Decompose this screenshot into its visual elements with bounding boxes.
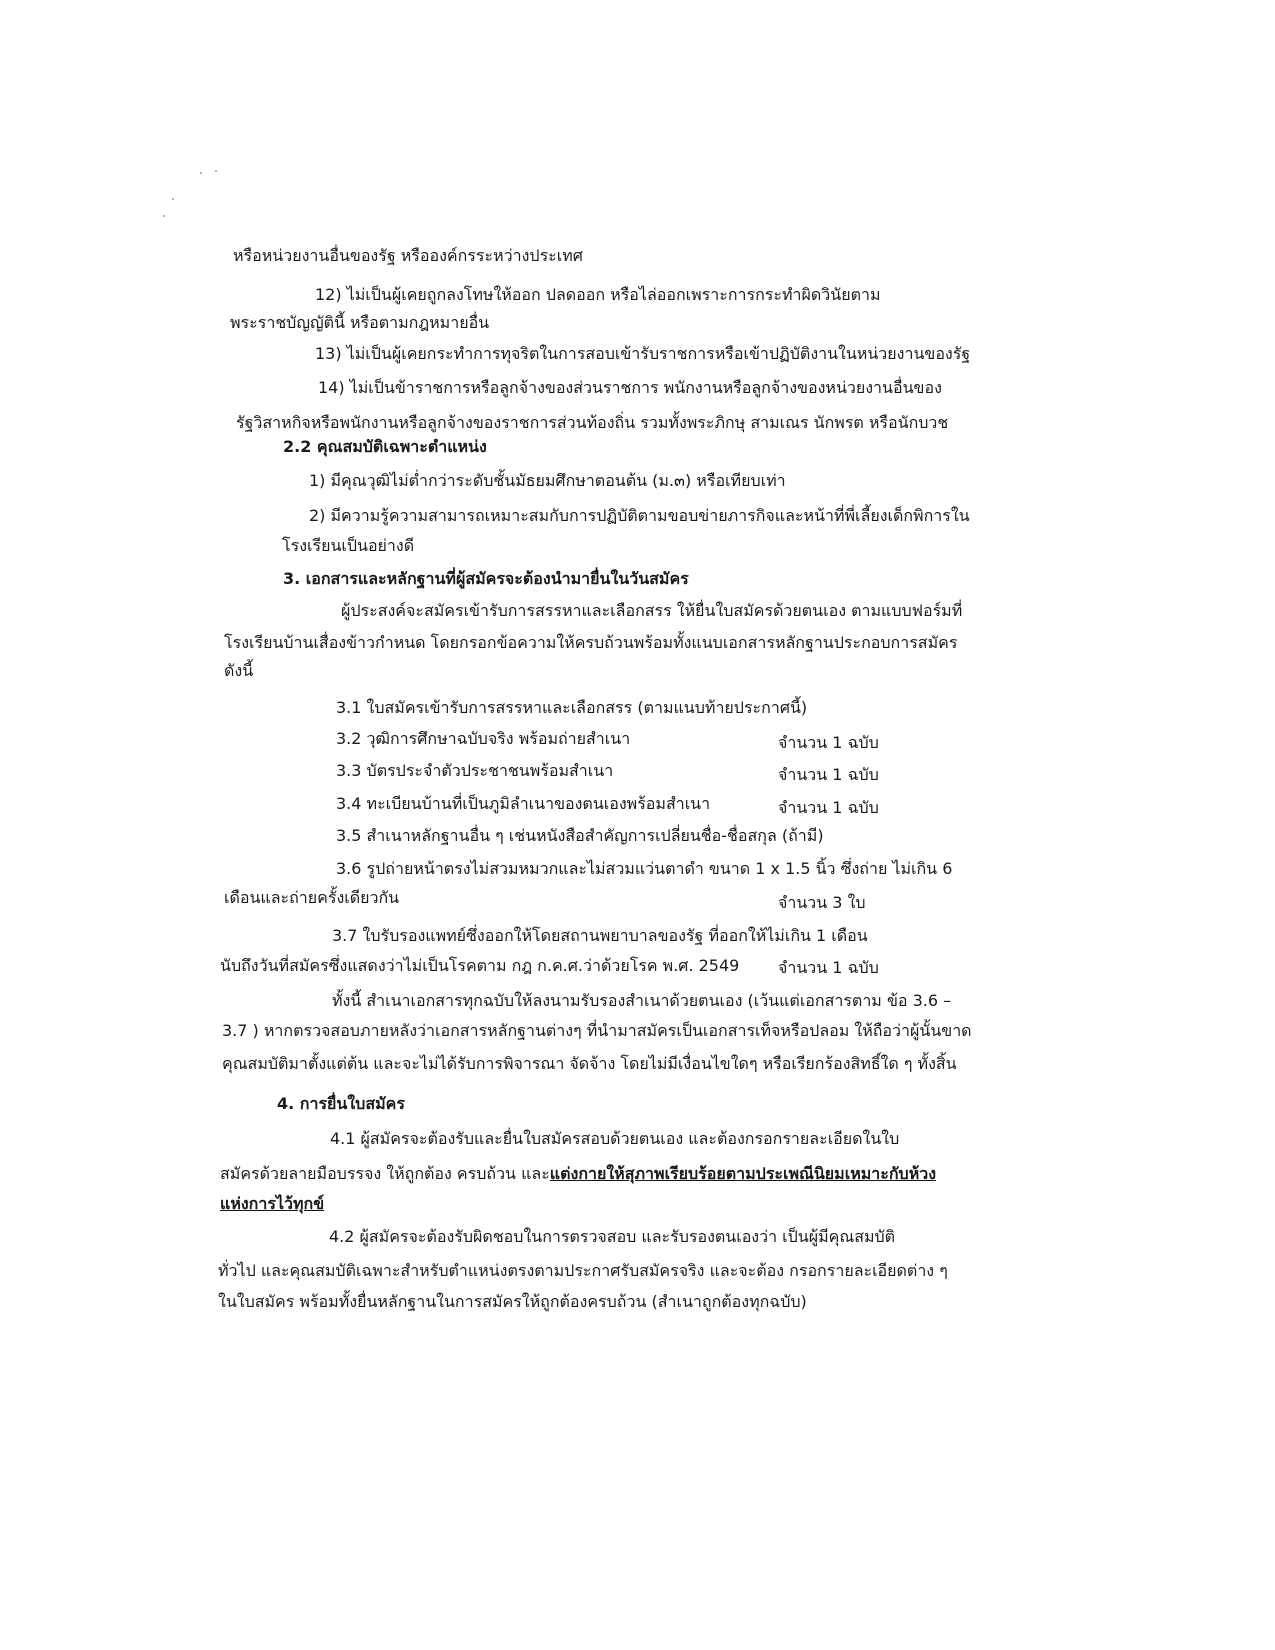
paragraph-line: ทั่วไป และคุณสมบัติเฉพาะสำหรับตำแหน่งตรงตามประกาศรับสมัครจริง และจะต้อง กรอกรายละเอียดต่าง ๆ: [218, 1261, 948, 1280]
section-heading-2-2: 2.2 คุณสมบัติเฉพาะตำแหน่ง: [283, 437, 487, 456]
dress-requirement-emphasis: แต่งกายให้สุภาพเรียบร้อยตามประเพณีนิยมเหมาะกับห้วง: [549, 1164, 937, 1183]
section-heading-4: 4. การยื่นใบสมัคร: [277, 1094, 405, 1113]
paragraph-line: พระราชบัญญัตินี้ หรือตามกฎหมายอื่น: [230, 313, 490, 332]
document-item-3-6-quantity: จำนวน 3 ใบ: [778, 893, 866, 912]
qualification-item-14: 14) ไม่เป็นข้าราชการหรือลูกจ้างของส่วนราชการ พนักงานหรือลูกจ้างของหน่วยงานอื่นของ: [318, 378, 942, 397]
paragraph-line: เดือนและถ่ายครั้งเดียวกัน: [224, 888, 400, 907]
specific-qualification-2: 2) มีความรู้ความสามารถเหมาะสมกับการปฏิบัติตามขอบข่ายภารกิจและหน้าที่พี่เลี้ยงเด็กพิการใน: [309, 506, 970, 525]
document-item-3-1: 3.1 ใบสมัครเข้ารับการสรรหาและเลือกสรร (ตามแนบท้ายประกาศนี้): [336, 698, 808, 717]
document-item-3-3: 3.3 บัตรประจำตัวประชาชนพร้อมสำเนา: [336, 761, 614, 780]
section-heading-3: 3. เอกสารและหลักฐานที่ผู้สมัครจะต้องนำมายื่นในวันสมัคร: [283, 569, 689, 588]
paragraph-line: หรือหน่วยงานอื่นของรัฐ หรือองค์กรระหว่างประเทศ: [233, 246, 583, 265]
document-item-3-5: 3.5 สำเนาหลักฐานอื่น ๆ เช่นหนังสือสำคัญการเปลี่ยนชื่อ-ชื่อสกุล (ถ้ามี): [336, 826, 824, 845]
document-item-3-6: 3.6 รูปถ่ายหน้าตรงไม่สวมหมวกและไม่สวมแว่นตาดำ ขนาด 1 x 1.5 นิ้ว ซึ่งถ่าย ไม่เกิน 6: [336, 859, 953, 878]
paragraph-line: ในใบสมัคร พร้อมทั้งยื่นหลักฐานในการสมัครให้ถูกต้องครบถ้วน (สำเนาถูกต้องทุกฉบับ): [218, 1292, 807, 1311]
paragraph-line: โรงเรียนเป็นอย่างดี: [282, 536, 415, 555]
document-item-3-2: 3.2 วุฒิการศึกษาฉบับจริง พร้อมถ่ายสำเนา: [336, 729, 631, 748]
document-item-3-7: 3.7 ใบรับรองแพทย์ซึ่งออกให้โดยสถานพยาบาลของรัฐ ที่ออกให้ไม่เกิน 1 เดือน: [332, 926, 868, 945]
paragraph-text: สมัครด้วยลายมือบรรจง ให้ถูกต้อง ครบถ้วน และ: [220, 1164, 550, 1183]
paragraph-line: ทั้งนี้ สำเนาเอกสารทุกฉบับให้ลงนามรับรองสำเนาด้วยตนเอง (เว้นแต่เอกสารตาม ข้อ 3.6 –: [332, 991, 952, 1010]
scan-speck: [163, 215, 165, 217]
dress-requirement-emphasis: แห่งการไว้ทุกข์: [220, 1194, 325, 1213]
scan-speck: [172, 198, 174, 200]
paragraph-line: [220, 1163, 936, 1185]
document-item-3-3-quantity: จำนวน 1 ฉบับ: [778, 765, 879, 784]
qualification-item-12: 12) ไม่เป็นผู้เคยถูกลงโทษให้ออก ปลดออก หรือไล่ออกเพราะการกระทำผิดวินัยตาม: [315, 285, 881, 304]
document-item-3-7-quantity: จำนวน 1 ฉบับ: [778, 958, 879, 977]
qualification-item-13: 13) ไม่เป็นผู้เคยกระทำการทุจริตในการสอบเข้ารับราชการหรือเข้าปฏิบัติงานในหน่วยงานของรัฐ: [315, 344, 971, 363]
paragraph-line: โรงเรียนบ้านเสื่องข้าวกำหนด โดยกรอกข้อความให้ครบถ้วนพร้อมทั้งแนบเอกสารหลักฐานประกอบการสมัคร: [224, 633, 958, 652]
paragraph-line: 3.7 ) หากตรวจสอบภายหลังว่าเอกสารหลักฐานต่างๆ ที่นำมาสมัครเป็นเอกสารเท็จหรือปลอม ให้ถือว่าผู้นั้นขาด: [222, 1021, 972, 1040]
document-item-3-4-quantity: จำนวน 1 ฉบับ: [778, 798, 879, 817]
scan-speck: [200, 172, 202, 174]
paragraph-line: ผู้ประสงค์จะสมัครเข้ารับการสรรหาและเลือกสรร ให้ยื่นใบสมัครด้วยตนเอง ตามแบบฟอร์มที่: [341, 601, 963, 620]
document-item-3-4: 3.4 ทะเบียนบ้านที่เป็นภูมิลำเนาของตนเองพร้อมสำเนา: [336, 794, 711, 813]
application-item-4-1: 4.1 ผู้สมัครจะต้องรับและยื่นใบสมัครสอบด้วยตนเอง และต้องกรอกรายละเอียดในใบ: [330, 1129, 900, 1148]
document-item-3-2-quantity: จำนวน 1 ฉบับ: [778, 733, 879, 752]
scan-speck: [215, 170, 217, 172]
paragraph-line: รัฐวิสาหกิจหรือพนักงานหรือลูกจ้างของราชการส่วนท้องถิ่น รวมทั้งพระภิกษุ สามเณร นักพรต หรือนักบวช: [236, 413, 949, 432]
paragraph-line: ดังนี้: [224, 661, 254, 680]
paragraph-line: คุณสมบัติมาตั้งแต่ต้น และจะไม่ได้รับการพิจารณา จัดจ้าง โดยไม่มีเงื่อนไขใดๆ หรือเรียกร้องสิทธิ์ใด ๆ ทั้งสิ้น: [222, 1054, 957, 1073]
paragraph-line: นับถึงวันที่สมัครซึ่งแสดงว่าไม่เป็นโรคตาม กฎ ก.ค.ศ.ว่าด้วยโรค พ.ศ. 2549: [220, 956, 740, 975]
specific-qualification-1: 1) มีคุณวุฒิไม่ต่ำกว่าระดับชั้นมัธยมศึกษาตอนต้น (ม.๓) หรือเทียบเท่า: [309, 471, 786, 490]
application-item-4-2: 4.2 ผู้สมัครจะต้องรับผิดชอบในการตรวจสอบ และรับรองตนเองว่า เป็นผู้มีคุณสมบัติ: [329, 1227, 896, 1246]
